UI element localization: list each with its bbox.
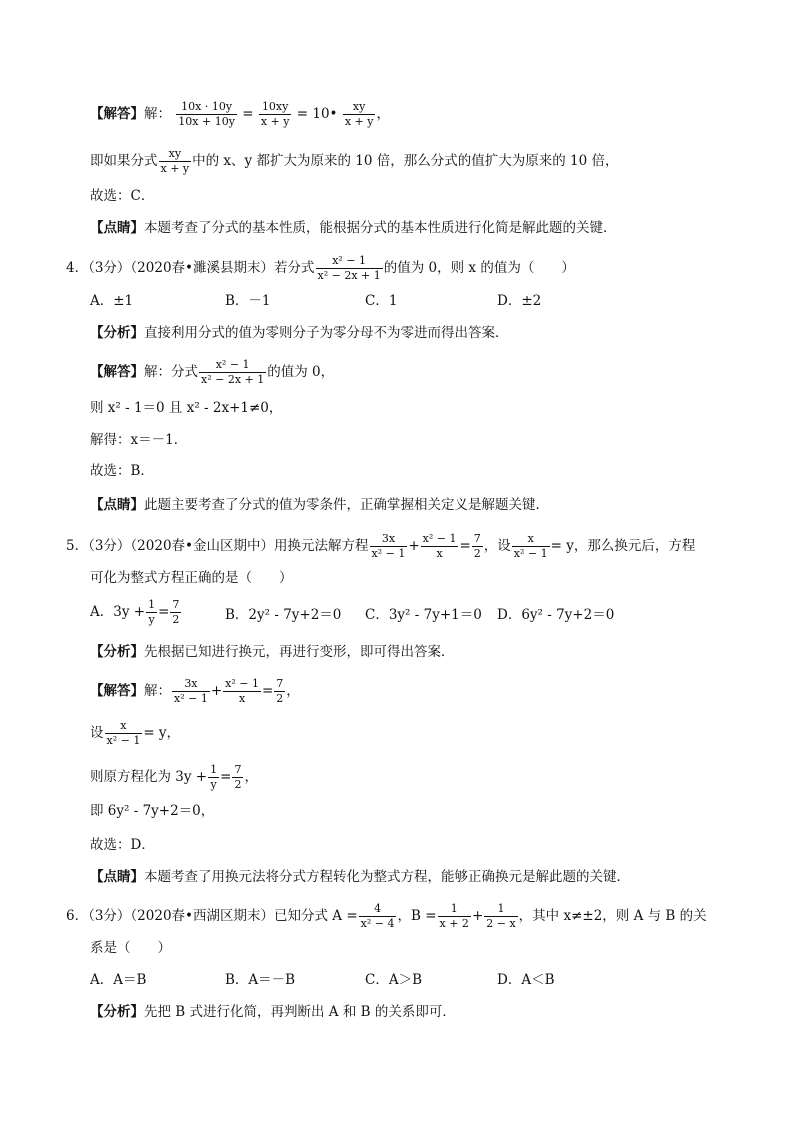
- option-b[interactable]: B．A＝－B: [225, 972, 296, 988]
- q5-set: 设 $\frac{x}{\text{x² − 1}}$ = y，: [90, 719, 181, 747]
- analysis-label: 【分析】: [90, 644, 144, 660]
- fraction: $\frac{xy}{x + y}$: [160, 147, 190, 175]
- q4-answer: 【解答】解：分式 $\frac{\text{x² − 1}}{\text{x² − 2x + 1}}$ 的值为 0，: [90, 358, 335, 386]
- q3-answer-line: 【解答】解： $\frac{10x \cdot 10y}{10x + 10y}$ = $\frac{10xy}{x + y}$ = 10• $\frac{xy}{x + y}$ ，: [90, 100, 390, 128]
- fraction: $\frac{xy}{x + y}$: [344, 100, 374, 128]
- fraction: $\frac{7}{2}$: [276, 677, 284, 705]
- option-a[interactable]: A．±1: [90, 293, 134, 309]
- q5-choose: 故选：D．: [90, 837, 155, 853]
- answer-label: 【解答】: [90, 683, 144, 699]
- q3-choose: 故选：C．: [90, 188, 155, 204]
- fraction: $\frac{\text{x² − 1}}{\text{x² − 2x + 1}}$: [317, 254, 381, 282]
- q4-analysis: 【分析】直接利用分式的值为零则分子为零分母不为零进而得出答案．: [90, 325, 509, 341]
- q5-transform: 则原方程化为 3y + $\frac{1}{y}$ = $\frac{7}{2}$ ，: [90, 763, 258, 791]
- question-number: 6．: [66, 908, 89, 924]
- comment-label: 【点睛】: [90, 497, 144, 513]
- answer-prefix: 解：: [144, 106, 171, 122]
- q5-stem-line2: 可化为整式方程正确的是（ ）: [90, 570, 293, 586]
- option-b[interactable]: B．－1: [225, 293, 271, 309]
- fraction: $\frac{\text{x² − 1}}{x}$: [422, 532, 457, 560]
- answer-label: 【解答】: [90, 364, 144, 380]
- q4-step1: 则 x² - 1＝0 且 x² - 2x+1≠0，: [90, 400, 283, 416]
- question-number: 5．: [66, 538, 89, 554]
- fraction: $\frac{7}{2}$: [473, 532, 481, 560]
- fraction: $\frac{10xy}{x + y}$: [260, 100, 290, 128]
- fraction: $\frac{3x}{\text{x² − 1}}$: [174, 677, 208, 705]
- q5-analysis: 【分析】先根据已知进行换元，再进行变形，即可得出答案．: [90, 644, 455, 660]
- q4-comment: 【点睛】此题主要考查了分式的值为零条件，正确掌握相关定义是解题关键．: [90, 497, 549, 513]
- comment-label: 【点睛】: [90, 220, 144, 236]
- fraction: $\frac{x}{\text{x² − 1}}$: [106, 719, 141, 747]
- fraction: $\frac{7}{2}$: [172, 598, 180, 626]
- option-d[interactable]: D．±2: [497, 293, 542, 309]
- q6-stem: 6．（3分）（2020春•西湖区期末）已知分式 A = $\frac{4}{\text{x² − 4}}$ ，B = $\frac{1}{x + 2}$ + $\frac{1}{2 - x}$ ，其中 x≠±2，则 A 与 B 的关: [66, 902, 707, 930]
- q5-answer: 【解答】解： $\frac{3x}{\text{x² − 1}}$ + $\frac{\text{x² − 1}}{x}$ = $\frac{7}{2}$ ，: [90, 677, 300, 705]
- analysis-label: 【分析】: [90, 1004, 144, 1020]
- fraction: $\frac{1}{y}$: [148, 598, 156, 626]
- fraction: $\frac{7}{2}$: [234, 763, 242, 791]
- fraction: $\frac{\text{x² − 1}}{\text{x² − 2x + 1}}$: [201, 358, 265, 386]
- option-a[interactable]: A．3y + $\frac{1}{y}$ = $\frac{7}{2}$: [90, 598, 180, 626]
- fraction: $\frac{1}{2 - x}$: [486, 902, 516, 930]
- fraction: $\frac{1}{y}$: [210, 763, 218, 791]
- q4-step2: 解得：x＝－1．: [90, 432, 188, 448]
- question-number: 4．: [66, 260, 89, 276]
- option-d[interactable]: D．6y² - 7y+2＝0: [497, 607, 615, 623]
- q3-comment: 【点睛】本题考查了分式的基本性质，能根据分式的基本性质进行化简是解此题的关键．: [90, 220, 617, 236]
- fraction: $\frac{x}{\text{x² − 1}}$: [513, 532, 548, 560]
- fraction: $\frac{1}{x + 2}$: [439, 902, 469, 930]
- fraction: $\frac{\text{x² − 1}}{x}$: [225, 677, 259, 705]
- option-c[interactable]: C．1: [365, 293, 398, 309]
- q5-stem: 5．（3分）（2020春•金山区期中）用换元法解方程 $\frac{3x}{\text{x² − 1}}$ + $\frac{\text{x² − 1}}{x}$ = $\frac{7}{2}$ ，设 $\frac{x}{\text{x² − 1}}$ = y，那么换元后，方程: [66, 532, 696, 560]
- option-d[interactable]: D．A＜B: [497, 972, 555, 988]
- q3-explain-line: 即如果分式 $\frac{xy}{x + y}$ 中的 x、y 都扩大为原来的 10 倍，那么分式的值扩大为原来的 10 倍，: [90, 147, 619, 175]
- answer-label: 【解答】: [90, 106, 144, 122]
- fraction: $\frac{3x}{\text{x² − 1}}$: [371, 532, 406, 560]
- option-c[interactable]: C．A＞B: [365, 972, 422, 988]
- option-a[interactable]: A．A＝B: [90, 972, 147, 988]
- q5-result: 即 6y² - 7y+2＝0，: [90, 803, 215, 819]
- fraction: $\frac{4}{\text{x² − 4}}$: [360, 902, 395, 930]
- q5-comment: 【点睛】本题考查了用换元法将分式方程转化为整式方程，能够正确换元是解此题的关键．: [90, 869, 630, 885]
- q4-stem: 4．（3分）（2020春•濉溪县期末）若分式 $\frac{\text{x² − 1}}{\text{x² − 2x + 1}}$ 的值为 0，则 x 的值为（ ）: [66, 254, 575, 282]
- fraction: $\frac{10x \cdot 10y}{10x + 10y}$: [178, 100, 235, 128]
- comment-label: 【点睛】: [90, 869, 144, 885]
- q6-analysis: 【分析】先把 B 式进行化简，再判断出 A 和 B 的关系即可．: [90, 1004, 456, 1020]
- option-b[interactable]: B．2y² - 7y+2＝0: [225, 607, 342, 623]
- analysis-label: 【分析】: [90, 325, 144, 341]
- q4-choose: 故选：B．: [90, 463, 154, 479]
- q6-stem-line2: 系是（ ）: [90, 940, 171, 956]
- option-c[interactable]: C．3y² - 7y+1＝0: [365, 607, 482, 623]
